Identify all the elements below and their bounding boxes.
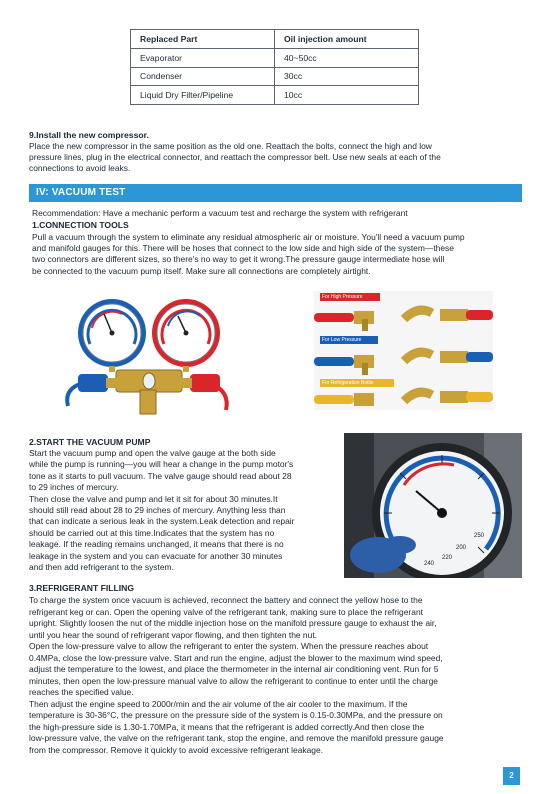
- header-oil-amount: Oil injection amount: [275, 30, 419, 49]
- table-row: [131, 67, 419, 86]
- install-line: Place the new compressor in the same position as the old one. Reattach the bolts, connect the high and low: [29, 141, 432, 151]
- filling-line: upright. Slightly loosen the nut of the middle injection hose on the manifold pressure gauge to exhaust the air,: [29, 618, 437, 628]
- pump-line: leakage in the system and you can evacuate for another 30 minutes: [29, 551, 283, 561]
- page-number: 2: [503, 767, 520, 785]
- tools-heading: 1.CONNECTION TOOLS: [32, 220, 129, 230]
- table-cell: 10cc: [275, 86, 419, 105]
- table-row: [131, 48, 419, 67]
- table-cell: Liquid Dry Filter/Pipeline: [131, 86, 275, 105]
- filling-line: until you hear the sound of refrigerant vapor flowing, and then tighten the nut.: [29, 630, 318, 640]
- pump-line: and then add refrigerant to the system.: [29, 562, 174, 572]
- install-heading: 9.Install the new compressor.: [29, 130, 149, 140]
- filling-line: 0.4MPa, close the low-pressure valve. Start and run the engine, adjust the blower to the maximum wind speed,: [29, 653, 443, 663]
- filling-line: adjust the temperature to the lowest, and place the thermometer in the internal air conditioning vent. Run for 5: [29, 664, 439, 674]
- manifold-gauge-illustration: [62, 288, 234, 422]
- table-cell: Condenser: [131, 67, 275, 86]
- pump-line: to 29 inches of mercury.: [29, 482, 119, 492]
- table-header-row: [131, 30, 419, 49]
- dial-number: 240: [424, 561, 435, 567]
- filling-line: low-pressure valve, the valve on the refrigerant tank, stop the engine, and remove the manifold pressure gauge: [29, 733, 444, 743]
- pressure-gauge-photo: [344, 433, 522, 578]
- filling-line: Open the low-pressure valve to allow the refrigerant to enter the system. When the pressure reaches about: [29, 641, 429, 651]
- pump-heading: 2.START THE VACUUM PUMP: [29, 437, 151, 447]
- pump-line: Then close the valve and pump and let it sit for about 30 minutes.It: [29, 494, 278, 504]
- dial-number: 220: [442, 555, 453, 561]
- hose-coupler-illustration: [314, 291, 493, 410]
- filling-line: Then adjust the engine speed to 2000r/min and the air volume of the air cooler to the maximum. If the: [29, 699, 408, 709]
- dial-number: 250: [474, 533, 485, 539]
- pump-line: should be carried out at this time.Indicates that the system has no: [29, 528, 275, 538]
- table-row: [131, 86, 419, 105]
- filling-heading: 3.REFRIGERANT FILLING: [29, 583, 135, 593]
- pump-line: should still read about 28 to 29 inches of mercury. Anything less than: [29, 505, 286, 515]
- table-cell: 30cc: [275, 67, 419, 86]
- filling-line: the high-pressure side is 1.30-1.70MPa, it means that the refrigerant is added correctly.And then close the: [29, 722, 425, 732]
- header-replaced-part: Replaced Part: [131, 30, 275, 49]
- filling-line: reaches the specified value.: [29, 687, 134, 697]
- tools-line: and manifold gauges for this. There will be hoses that connect to the low side and high side of the system—these: [32, 243, 454, 253]
- filling-line: minutes, then open the low-pressure manual valve to allow the refrigerant to continue to enter until the charge: [29, 676, 438, 686]
- section-title: IV: VACUUM TEST: [36, 187, 126, 198]
- pressure-gauge-illustration: [344, 433, 522, 578]
- manifold-gauge-figure: [62, 288, 234, 422]
- pump-line: while the pump is running—you will hear a change in the pump motor's: [29, 459, 294, 469]
- filling-line: from the compressor. Remove it quickly to avoid excessive refrigerant leakage.: [29, 745, 324, 755]
- install-line: connections to avoid leaks.: [29, 163, 131, 173]
- filling-line: To charge the system once vacuum is achieved, reconnect the battery and connect the yellow hose to the: [29, 595, 423, 605]
- pump-line: leakage. If the reading remains unchanged, it means that there is no: [29, 539, 284, 549]
- refrigeration-bottle-label: For Refrigeration Bottle: [322, 380, 374, 386]
- filling-line: refrigerant keg or can. Open the opening valve of the refrigerant tank, making sure to place the refrigerant: [29, 607, 423, 617]
- high-pressure-label: For High Pressure: [322, 294, 363, 300]
- tools-line: be connected to the vacuum pump itself. Make sure all connections are completely airtight.: [32, 266, 371, 276]
- table-cell: Evaporator: [131, 48, 275, 67]
- oil-injection-table: [130, 29, 419, 105]
- filling-line: temperature is 30-36°C, the pressure on the pressure side of the system is 0.15-0.30MPa, and the pressure on: [29, 710, 443, 720]
- pump-line: tone as it starts to pull vacuum. The valve gauge should read about 28: [29, 471, 292, 481]
- pump-line: Start the vacuum pump and open the valve gauge at the both side: [29, 448, 276, 458]
- table-cell: 40~50cc: [275, 48, 419, 67]
- hose-coupler-figure: [314, 291, 493, 410]
- pump-line: that can indicate a serious leak in the system.Leak detection and repair: [29, 516, 295, 526]
- tools-line: two connectors are different sizes, so there's no way to get it wrong.The pressure gauge intermediate hose will: [32, 254, 445, 264]
- dial-number: 200: [456, 545, 467, 551]
- install-line: pressure lines, plug in the electrical connector, and reattach the compressor belt. Use new seals at each of the: [29, 152, 441, 162]
- low-pressure-label: For Low Pressure: [322, 337, 362, 343]
- section-banner: [29, 184, 522, 202]
- tools-line: Pull a vacuum through the system to eliminate any residual atmospheric air or moisture. You'll need a vacuum pump: [32, 232, 465, 242]
- recommendation-text: Recommendation: Have a mechanic perform a vacuum test and recharge the system with refrigerant: [32, 208, 408, 218]
